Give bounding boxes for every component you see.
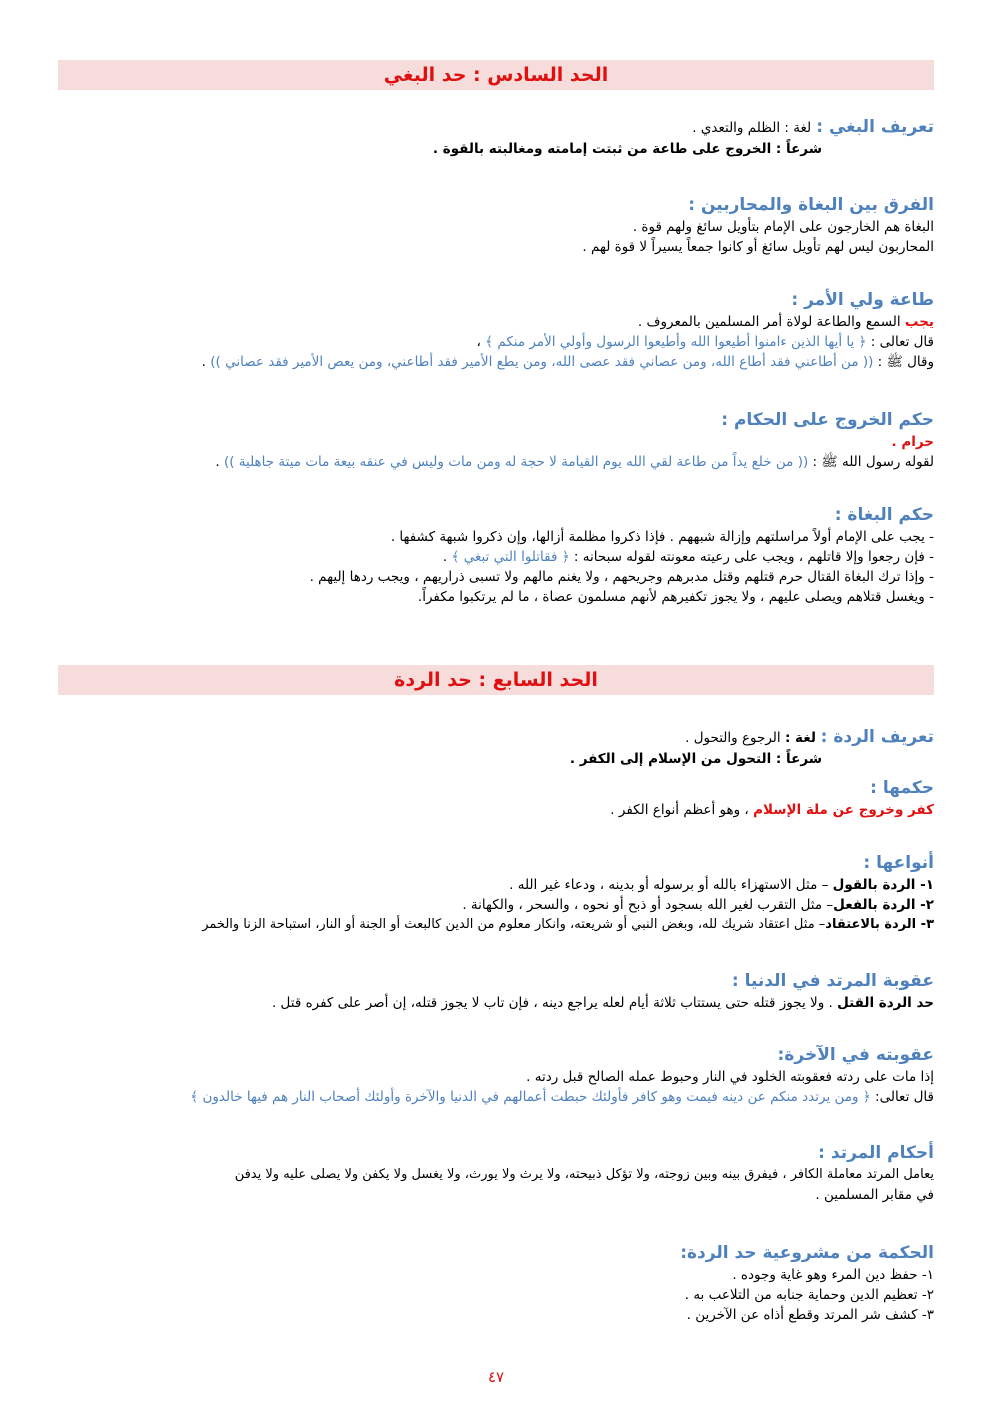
list-item — [60, 895, 934, 915]
heading: طاعة ولي الأمر : — [791, 290, 934, 310]
hadith-text: (( من خلع يداً من طاعة لقي الله يوم القيامة لا حجة له ومن مات وليس في عنقه بيعة مات ميتة جاهلية )) — [223, 454, 809, 470]
list-item: - وإذا ترك البغاة القتال حرم قتلهم وقتل مدبرهم وجريحهم ، ولا يغنم مالهم ولا تسبى ذراريهم ، ويجب ردها إليهم . — [309, 569, 934, 585]
type-label: ١- الردة بالقول — [832, 877, 934, 893]
list-item: - ويغسل قتلاهم ويصلى عليهم ، ولا يجوز تكفيرهم لأنهم مسلمون عصاة ، ما لم يرتكبوا مكفراً. — [417, 589, 934, 605]
list-item: ١- حفظ دين المرء وهو غاية وجوده . — [732, 1267, 934, 1283]
list-item — [60, 875, 934, 895]
apostate-provisions — [60, 1141, 934, 1205]
heading: حكمها : — [870, 778, 934, 798]
type-text: – مثل الاستهزاء بالله أو برسوله أو بدينه ، ودعاء غير الله . — [509, 877, 833, 893]
ruling-text: حرام . — [891, 434, 934, 450]
hadith-intro: لقوله رسول الله ﷺ : — [808, 454, 934, 470]
text-line: في مقابر المسلمين . — [815, 1187, 934, 1203]
quran-verse: ﴿ فقاتلوا التي تبغي ﴾ — [451, 549, 570, 565]
section-banner-ridda: الحد السابع : حد الردة — [58, 665, 934, 695]
hereafter-punishment — [60, 1043, 934, 1107]
punctuation: . — [201, 354, 211, 370]
baghy-definition — [60, 115, 934, 159]
heading: أحكام المرتد : — [818, 1143, 934, 1163]
page-number: ٤٧ — [487, 1368, 505, 1386]
type-text: – مثل التقرب لغير الله بسجود أو ذبح أو نحوه ، والسحر ، والكهانة . — [462, 897, 834, 913]
text-line: إذا مات على ردته فعقوبته الخلود في النار وحبوط عمله الصالح قبل ردته . — [526, 1069, 934, 1085]
lang-label: لغة : — [784, 730, 821, 746]
heading: تعريف الردة : — [820, 727, 934, 747]
hadith-intro: وقال ﷺ : — [873, 354, 934, 370]
heading: حكم البغاة : — [834, 505, 934, 525]
text-line — [60, 800, 934, 820]
text-line: المحاربون ليس لهم تأويل سائغ أو كانوا جمعاً يسيراً لا قوة لهم . — [582, 239, 934, 255]
heading: عقوبة المرتد في الدنيا : — [731, 971, 934, 991]
shar-definition: شرعاً : التحول من الإسلام إلى الكفر . — [569, 751, 822, 767]
lang-definition: الرجوع والتحول . — [685, 730, 785, 746]
type-label: ٣- الردة بالاعتقاد — [825, 917, 934, 932]
quran-verse: ﴿ ومن يرتدد منكم عن دينه فيمت وهو كافر فأولئك حبطت أعمالهم في الدنيا والآخرة وأولئك أصحاب النار هم فيها خالدون ﴾ — [190, 1089, 871, 1105]
punishment-label: حد الردة القتل — [837, 995, 934, 1011]
heading: حكم الخروج على الحكام : — [721, 410, 934, 430]
worldly-punishment — [60, 969, 934, 1013]
lang-definition: لغة : الظلم والتعدي . — [692, 120, 812, 136]
heading: عقوبته في الآخرة: — [777, 1045, 934, 1065]
shar-definition: شرعاً : الخروج على طاعة من ثبتت إمامته ومغالبته بالقوة . — [432, 141, 822, 157]
ruling-highlight: كفر وخروج عن ملة الإسلام — [753, 802, 934, 818]
rebellion-section — [60, 408, 934, 472]
hadith-line — [60, 352, 934, 372]
list-item — [60, 915, 934, 935]
hadith-line — [60, 452, 934, 472]
text-line — [60, 993, 934, 1013]
punctuation: . — [442, 549, 452, 565]
list-item: ٣- كشف شر المرتد وقطع أذاه عن الآخرين . — [686, 1307, 934, 1323]
ridda-types — [60, 851, 934, 935]
list-item — [60, 547, 934, 567]
hadith-text: (( من أطاعني فقد أطاع الله، ومن عصاني فقد عصى الله، ومن يطع الأمير فقد أطاعني، ومن يعص الأمير فقد عصاني )) — [210, 354, 874, 370]
wisdom-section — [60, 1241, 934, 1325]
list-item: ٢- تعظيم الدين وحماية جنابه من التلاعب به . — [684, 1287, 934, 1303]
type-text: – مثل اعتقاد شريك لله، وبغض النبي أو شريعته، وانكار معلوم من الدين كالبعث أو الجنة أو النار، استباحة الزنا والخمر — [202, 917, 826, 932]
verse-line — [60, 332, 934, 352]
ruling-text: ، وهو أعظم أنواع الكفر . — [610, 802, 754, 818]
verse-line — [60, 1087, 934, 1107]
text-line — [60, 312, 934, 332]
verse-intro: قال تعالى: — [870, 1089, 934, 1105]
ridda-definition — [60, 725, 934, 769]
text-line: البغاة هم الخارجون على الإمام بتأويل سائغ ولهم قوة . — [632, 219, 934, 235]
rebels-rulings-section — [60, 503, 934, 607]
obedience-section — [60, 288, 934, 372]
heading: الفرق بين البغاة والمحاربين : — [688, 195, 934, 215]
punishment-text: . ولا يجوز قتله حتى يستتاب ثلاثة أيام لعله يراجع دينه ، فإن تاب لا يجوز قتله، إن أصر على كفره قتل . — [271, 995, 838, 1011]
must-word: يجب — [904, 314, 934, 330]
list-item: - يجب على الإمام أولاً مراسلتهم وإزالة شبههم . فإذا ذكروا مظلمة أزالها، وإن ذكروا شبهة كشفها . — [390, 529, 934, 545]
verse-intro: قال تعالى : — [866, 334, 934, 350]
must-text: السمع والطاعة لولاة أمر المسلمين بالمعروف . — [637, 314, 905, 330]
text-line: يعامل المرتد معاملة الكافر ، فيفرق بينه وبين زوجته، ولا تؤكل ذبيحته، ولا يرث ولا يورث، ولا يغسل ولا يكفن ولا يصلى عليه ولا يدفن — [234, 1167, 934, 1182]
difference-section — [60, 193, 934, 257]
item-text: - فإن رجعوا وإلا قاتلهم ، ويجب على رعيته معونته لقوله سبحانه : — [569, 549, 934, 565]
heading: أنواعها : — [863, 853, 934, 873]
punctuation: ، — [476, 334, 486, 350]
quran-verse: ﴿ يا أيها الذين ءامنوا أطيعوا الله وأطيعوا الرسول وأولي الأمر منكم ﴾ — [485, 334, 867, 350]
heading: تعريف البغي : — [816, 117, 934, 137]
section-banner-baghy: الحد السادس : حد البغي — [58, 60, 934, 90]
ridda-ruling — [60, 776, 934, 820]
punctuation: . — [215, 454, 224, 470]
type-label: ٢- الردة بالفعل — [833, 897, 934, 913]
heading: الحكمة من مشروعية حد الردة: — [680, 1243, 934, 1263]
